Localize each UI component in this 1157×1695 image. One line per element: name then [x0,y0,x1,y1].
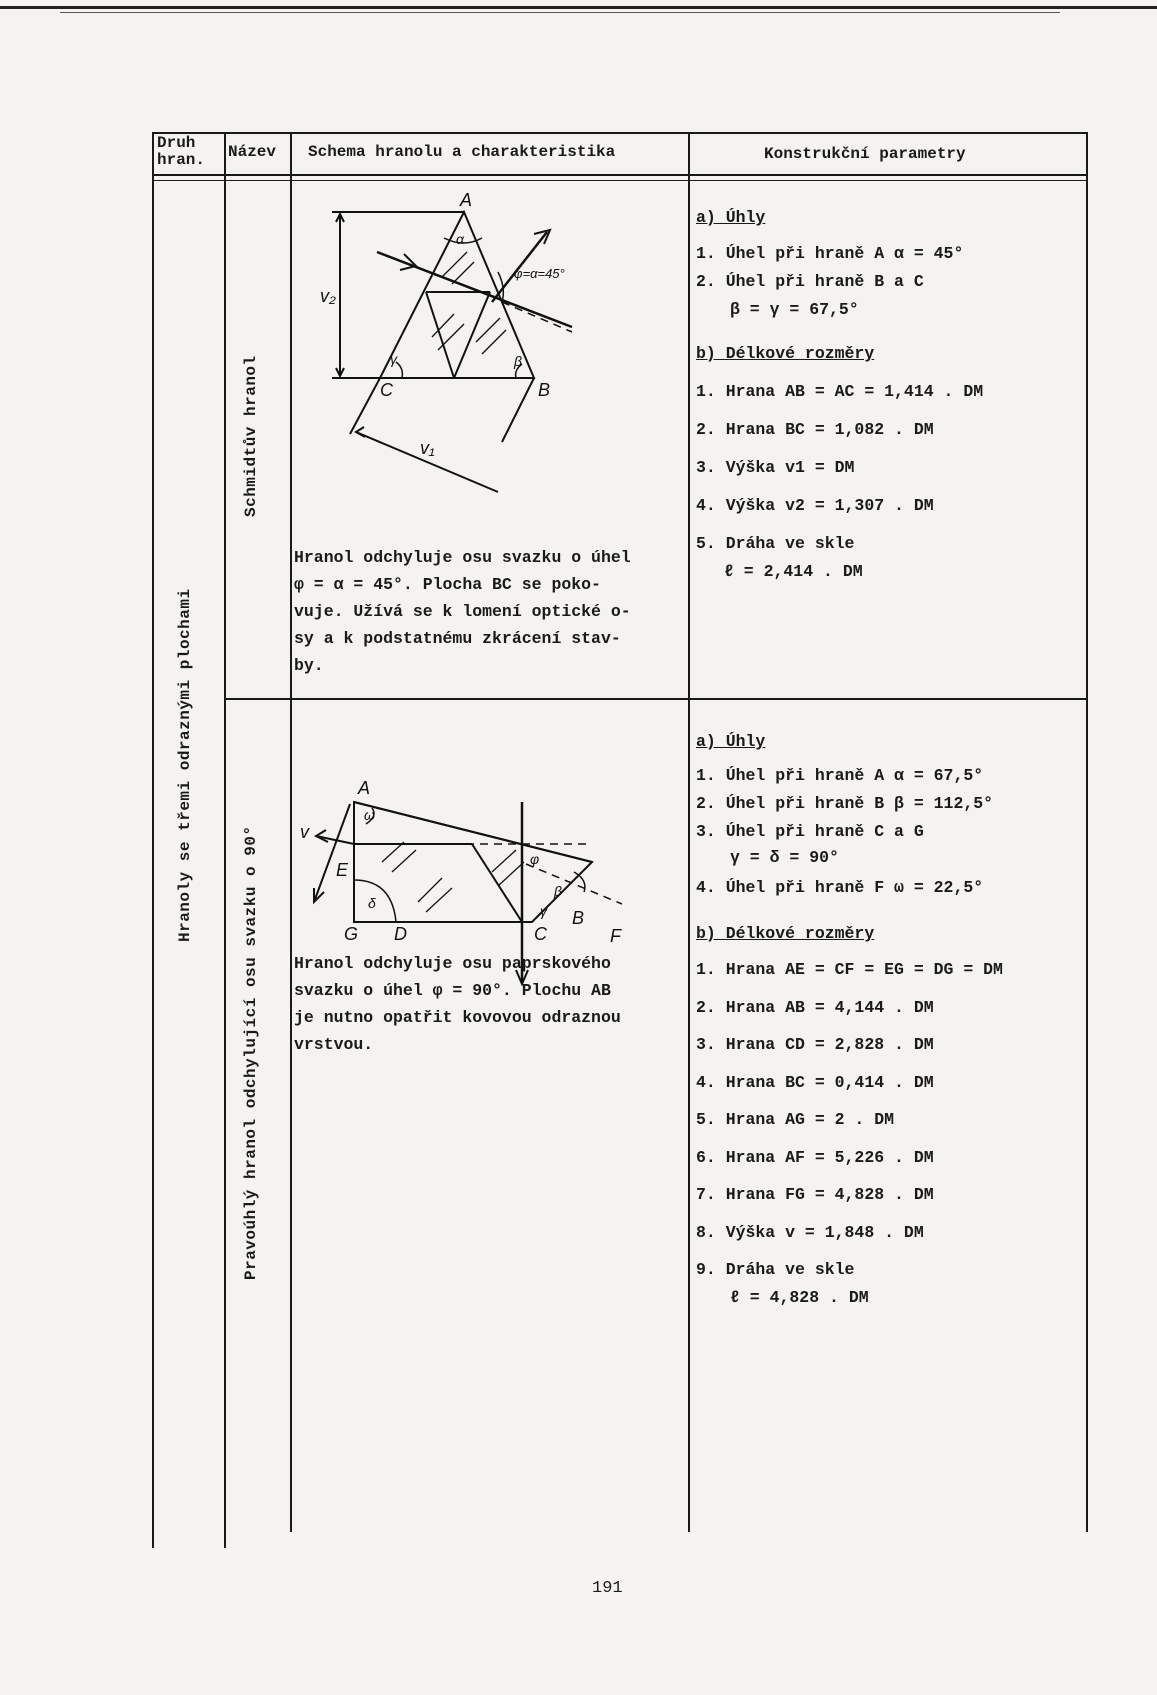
row1-length-item: 1. Hrana AB = AC = 1,414 . DM [696,382,984,401]
row2-length-item: 3. Hrana CD = 2,828 . DM [696,1035,934,1054]
row2-desc-line: vrstvou. [294,1035,374,1054]
row2-desc-line: svazku o úhel φ = 90°. Plochu AB [294,981,611,1000]
row1-name: Schmidtův hranol [242,355,260,517]
col-border-1 [224,132,226,1548]
fig2-label-D: D [394,924,407,944]
col-border-3 [688,132,690,1532]
row1-length-item: 4. Výška v2 = 1,307 . DM [696,496,934,515]
fig2-phi: φ [530,851,540,867]
header-top-border [152,132,1088,134]
row2-length-item: ℓ = 4,828 . DM [730,1288,869,1307]
row2-length-item: 9. Dráha ve skle [696,1260,855,1279]
fig2-label-E: E [336,860,349,880]
row2-description [294,950,621,1058]
table-frame [152,132,1088,1548]
row1-length-item: 3. Výška v1 = DM [696,458,855,477]
row1-lengths-title: b) Délkové rozměry [696,344,875,363]
fig2-gamma: γ [540,903,547,919]
row2-angle-item: 2. Úhel při hraně B β = 112,5° [696,794,994,813]
row1-desc-line: Hranol odchyluje osu svazku o úhel [294,548,631,567]
group-label: Hranoly se třemi odraznými plochami [176,588,194,942]
row2-name: Pravoúhlý hranol odchylující osu svazku o 90° [242,825,260,1280]
row1-length-item: 5. Dráha ve skle [696,534,855,553]
col-border-left [152,132,154,1548]
row2-angle-item: 1. Úhel při hraně A α = 67,5° [696,766,984,785]
row1-desc-line: vuje. Užívá se k lomení optické o- [294,602,631,621]
fig2-label-F: F [610,926,621,946]
fig1-gamma: γ [390,351,397,367]
top-rule [0,6,1157,9]
fig2-delta: δ [368,895,376,911]
fig2-label-G: G [344,924,359,944]
fig1-angle-note: φ=α=45° [514,266,565,281]
header-col1: Druh hran. [157,134,206,169]
fig2-label-A: A [358,778,371,798]
header-bottom-border [152,174,1088,176]
row2-angle-item: 4. Úhel při hraně F ω = 22,5° [696,878,984,897]
row1-angle-item: 1. Úhel při hraně A α = 45° [696,244,964,263]
row2-length-item: 7. Hrana FG = 4,828 . DM [696,1185,934,1204]
fig1-alpha: α [456,231,464,247]
row1-description [294,544,631,679]
fig1-label-A: A [460,192,473,210]
fig2-beta: β [554,883,562,899]
row1-length-item: ℓ = 2,414 . DM [724,562,863,581]
row2-angle-item: γ = δ = 90° [730,848,839,867]
page-number: 191 [592,1579,623,1598]
row1-angle-item: β = γ = 67,5° [730,300,859,319]
row2-desc-line: je nutno opatřit kovovou odraznou [294,1008,621,1027]
fig1-label-v2: v₂ [320,286,336,306]
row2-length-item: 6. Hrana AF = 5,226 . DM [696,1148,934,1167]
row1-desc-line: φ = α = 45°. Plocha BC se poko- [294,575,601,594]
fig2-label-v: v [300,822,309,842]
fig2-alpha-angle: ω [364,807,375,823]
row2-length-item: 1. Hrana AE = CF = EG = DG = DM [696,960,1003,979]
row2-length-item: 2. Hrana AB = 4,144 . DM [696,998,934,1017]
header-double-border [152,180,1088,181]
row1-desc-line: by. [294,656,324,675]
fig1-label-B: B [538,380,551,400]
top-rule-thin [60,12,1060,13]
fig1-label-C: C [380,380,393,400]
header-col2: Název [228,143,277,161]
row2-angle-item: 3. Úhel při hraně C a G [696,822,924,841]
fig1-label-v1: v₁ [420,438,435,458]
row2-length-item: 4. Hrana BC = 0,414 . DM [696,1073,934,1092]
row1-angles-title: a) Úhly [696,208,766,227]
row2-length-item: 8. Výška v = 1,848 . DM [696,1223,924,1242]
row-separator [224,698,1088,700]
row2-angles-title: a) Úhly [696,732,766,751]
row2-desc-line: Hranol odchyluje osu paprskového [294,954,611,973]
row2-lengths-title: b) Délkové rozměry [696,924,875,943]
row1-desc-line: sy a k podstatnému zkrácení stav- [294,629,621,648]
fig2-label-B: B [572,908,585,928]
row1-length-item: 2. Hrana BC = 1,082 . DM [696,420,934,439]
fig2-label-C: C [534,924,547,944]
header-col3: Schema hranolu a charakteristika [308,143,616,161]
row2-length-item: 5. Hrana AG = 2 . DM [696,1110,895,1129]
row1-angle-item: 2. Úhel při hraně B a C [696,272,924,291]
col-border-right [1086,132,1088,1532]
header-col4: Konstrukční parametry [764,145,966,163]
fig1-beta: β [514,353,522,369]
